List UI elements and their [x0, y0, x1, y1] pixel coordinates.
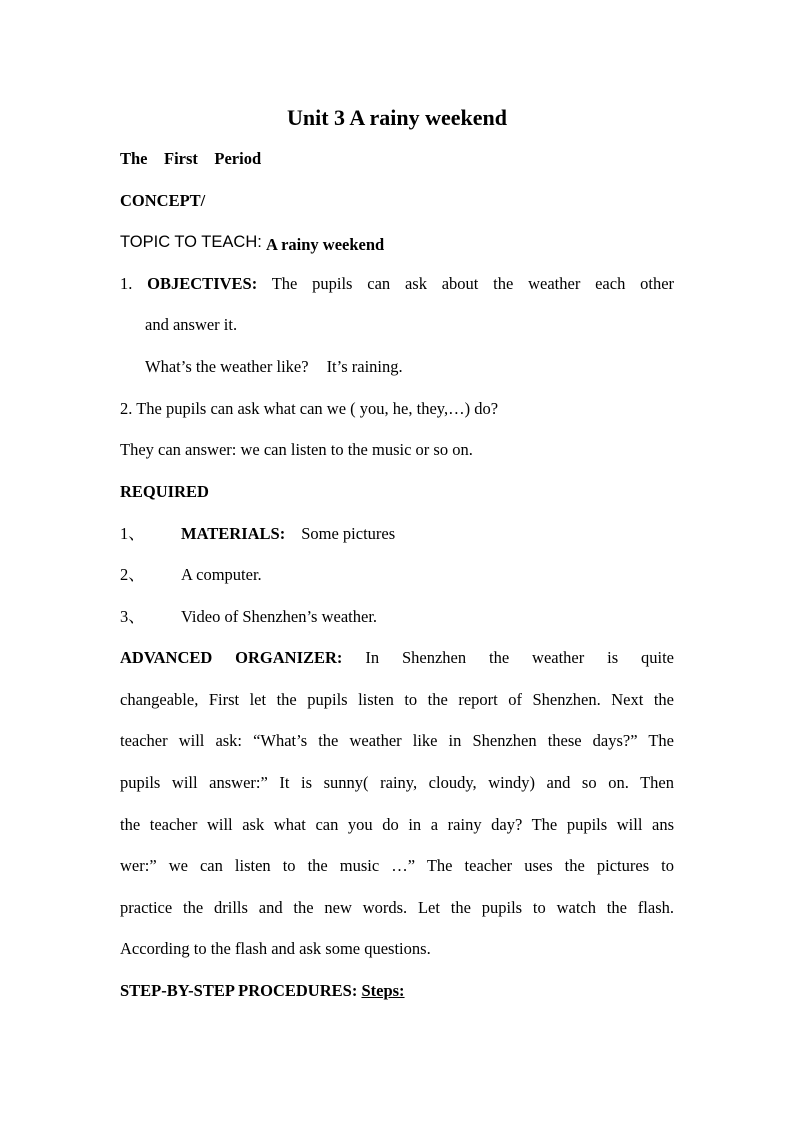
objectives-continuation: and answer it.	[145, 315, 238, 334]
organizer-line-2: changeable, First let the pupils listen to the report of Shenzhen. Next the	[120, 690, 674, 709]
organizer-line-3: teacher will ask: “What’s the weather like in Shenzhen these days?” The	[120, 731, 674, 750]
materials-label: MATERIALS:	[181, 524, 286, 543]
materials-number-1: 1、	[120, 524, 145, 543]
organizer-line-7: practice the drills and the new words. Let the pupils to watch the flash.	[120, 898, 674, 917]
materials-item-3	[120, 606, 674, 628]
organizer-line-5: the teacher will ask what can you do in a rainy day? The pupils will ans	[120, 815, 674, 834]
topic-label: TOPIC TO TEACH:	[120, 233, 262, 251]
concept-heading: CONCEPT/	[120, 191, 206, 210]
materials-item-2	[120, 564, 674, 586]
materials-number-3: 3、	[120, 607, 145, 626]
topic-line	[120, 231, 674, 253]
materials-text-3: Video of Shenzhen’s weather.	[181, 607, 378, 626]
organizer-line-8: According to the flash and ask some questions.	[120, 939, 431, 958]
item2-answer: They can answer: we can listen to the music or so on.	[120, 440, 473, 459]
item2-line	[120, 398, 674, 420]
page-title: Unit 3 A rainy weekend	[286, 105, 508, 130]
objectives-number: 1.	[120, 274, 133, 293]
objectives-text: The pupils can ask about the weather each other	[271, 274, 675, 293]
materials-item-1	[120, 523, 674, 545]
example-dialogue	[145, 356, 674, 378]
objectives-label: OBJECTIVES:	[147, 274, 258, 293]
topic-value: A rainy weekend	[265, 235, 385, 254]
procedures-label: STEP-BY-STEP PROCEDURES:	[120, 981, 358, 1000]
objectives-line	[120, 273, 674, 295]
organizer-text-1: In Shenzhen the weather is quite	[365, 648, 675, 667]
item2-number: 2.	[120, 399, 133, 418]
steps-label: Steps:	[361, 981, 405, 1000]
materials-text-2: A computer.	[181, 565, 262, 584]
period-heading: The First Period	[120, 149, 262, 168]
example-question: What’s the weather like?	[145, 357, 309, 376]
organizer-label: ADVANCED ORGANIZER:	[120, 648, 343, 667]
materials-text-1: Some pictures	[301, 524, 396, 543]
organizer-line-4: pupils will answer:” It is sunny( rainy, cloudy, windy) and so on. Then	[120, 773, 674, 792]
organizer-line-6: wer:” we can listen to the music …” The teacher uses the pictures to	[120, 856, 674, 875]
example-answer: It’s raining.	[326, 357, 403, 376]
procedures-line	[120, 980, 674, 1002]
materials-number-2: 2、	[120, 565, 145, 584]
item2-text: The pupils can ask what can we ( you, he, they,…) do?	[136, 399, 499, 418]
required-heading: REQUIRED	[120, 482, 209, 501]
organizer-line-1	[120, 647, 674, 669]
